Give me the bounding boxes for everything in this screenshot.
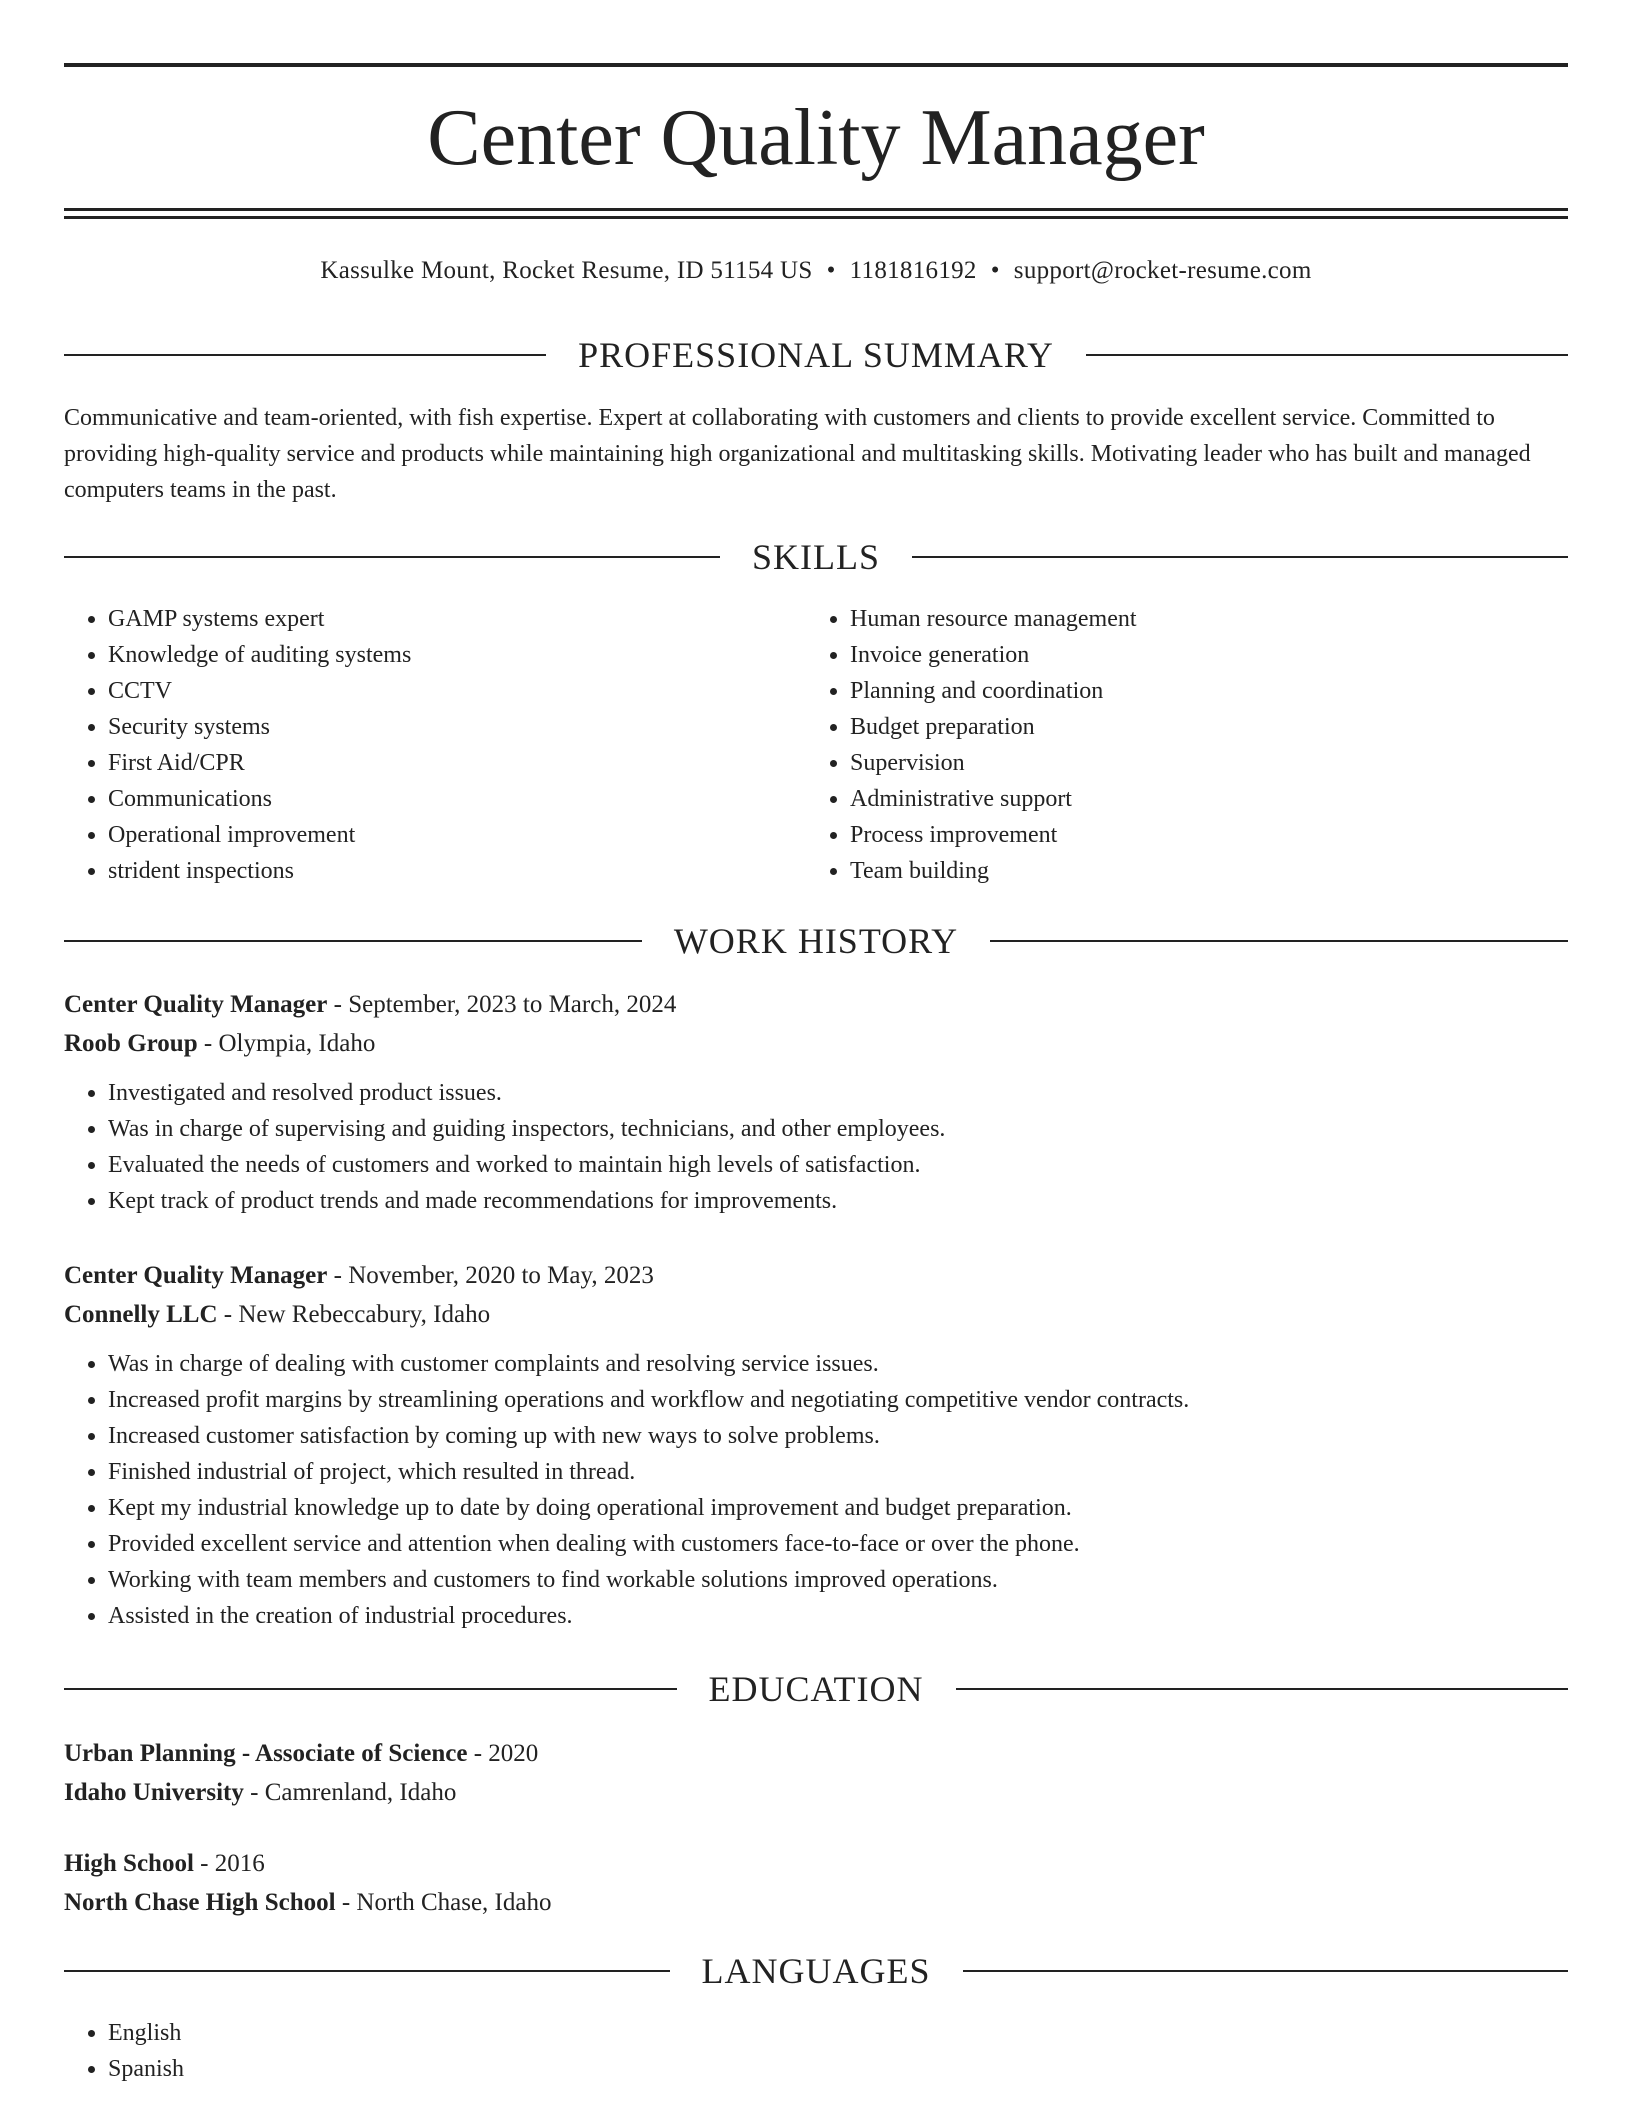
skill-item: • strident inspections	[108, 853, 806, 889]
job-bullet: • Was in charge of supervising and guiding inspectors, technicians, and other employees.	[108, 1111, 1568, 1147]
job-title: Center Quality Manager	[64, 991, 328, 1018]
contact-phone: 1181816192	[849, 257, 977, 284]
divider	[963, 1970, 1569, 1972]
divider	[990, 940, 1568, 942]
job-title-line: Center Quality Manager - November, 2020 to May, 2023	[64, 1262, 654, 1289]
section-heading-skills	[64, 535, 1568, 579]
job-bullet: • Kept track of product trends and made recommendations for improvements.	[108, 1183, 1568, 1219]
degree-line: Urban Planning - Associate of Science - 2020	[64, 1740, 539, 1767]
divider	[64, 940, 642, 942]
job-dates: September, 2023 to March, 2024	[348, 991, 677, 1018]
skill-item: • Knowledge of auditing systems	[108, 637, 806, 673]
separator-dot: •	[826, 257, 836, 284]
school: Idaho University	[64, 1779, 244, 1806]
degree-year: 2020	[488, 1740, 539, 1767]
job-company: Roob Group	[64, 1030, 198, 1057]
job-bullet: • Investigated and resolved product issues.	[108, 1075, 1568, 1111]
skill-item: • Operational improvement	[108, 817, 806, 853]
skill-item: • GAMP systems expert	[108, 601, 806, 637]
divider	[956, 1688, 1569, 1690]
skill-item: • Team building	[850, 853, 1568, 889]
skill-item: • Planning and coordination	[850, 673, 1568, 709]
section-title: WORK HISTORY	[673, 921, 959, 961]
contact-address: Kassulke Mount, Rocket Resume, ID 51154 US	[320, 257, 813, 284]
school-line: North Chase High School - North Chase, Idaho	[64, 1889, 552, 1916]
work-entry	[64, 985, 1568, 1219]
skill-item: • Supervision	[850, 745, 1568, 781]
skill-item: • Budget preparation	[850, 709, 1568, 745]
skills-column-right	[806, 601, 1568, 889]
skill-item: • Process improvement	[850, 817, 1568, 853]
section-heading-work	[64, 919, 1568, 963]
job-bullet: • Was in charge of dealing with customer complaints and resolving service issues.	[108, 1346, 1568, 1382]
job-bullet: • Increased profit margins by streamlining operations and workflow and negotiating competitive vendor contracts.	[108, 1382, 1568, 1418]
degree-year: 2016	[214, 1850, 265, 1877]
language-item: • Spanish	[108, 2051, 1568, 2087]
school-line: Idaho University - Camrenland, Idaho	[64, 1779, 457, 1806]
job-bullet: • Kept my industrial knowledge up to date by doing operational improvement and budget preparation.	[108, 1490, 1568, 1526]
title-rule-upper	[64, 208, 1568, 211]
skill-item: • Administrative support	[850, 781, 1568, 817]
section-title: EDUCATION	[708, 1669, 924, 1709]
summary-text: Communicative and team-oriented, with fish expertise. Expert at collaborating with customers and clients to provide excellent service. Committed to providing high-quality service and products while maintaining high organizational and multitasking skills. Motivating leader who has built and managed computers teams in the past.	[64, 405, 1531, 503]
skills-list	[64, 601, 1568, 889]
job-company-line: Connelly LLC - New Rebeccabury, Idaho	[64, 1301, 491, 1328]
work-entry	[64, 1256, 1568, 1634]
degree: Urban Planning - Associate of Science	[64, 1740, 468, 1767]
section-heading-summary	[64, 333, 1568, 377]
separator-dot: •	[990, 257, 1000, 284]
job-bullet: • Finished industrial of project, which resulted in thread.	[108, 1454, 1568, 1490]
skill-item: • First Aid/CPR	[108, 745, 806, 781]
contact-line	[0, 254, 1632, 288]
degree-line: High School - 2016	[64, 1850, 265, 1877]
job-bullet: • Increased customer satisfaction by coming up with new ways to solve problems.	[108, 1418, 1568, 1454]
degree: High School	[64, 1850, 194, 1877]
job-bullet: • Assisted in the creation of industrial procedures.	[108, 1598, 1568, 1634]
divider	[1086, 354, 1568, 356]
school-location: Camrenland, Idaho	[264, 1779, 457, 1806]
skill-item: • Security systems	[108, 709, 806, 745]
school: North Chase High School	[64, 1889, 336, 1916]
job-company-line: Roob Group - Olympia, Idaho	[64, 1030, 376, 1057]
skill-item: • Human resource management	[850, 601, 1568, 637]
summary-block	[64, 400, 1568, 508]
page-title: Center Quality Manager	[427, 94, 1205, 182]
education-entry	[64, 1734, 1568, 1812]
job-bullet: • Evaluated the needs of customers and worked to maintain high levels of satisfaction.	[108, 1147, 1568, 1183]
section-title: PROFESSIONAL SUMMARY	[578, 335, 1054, 375]
divider	[64, 354, 546, 356]
skills-column-left	[64, 601, 806, 889]
section-title: SKILLS	[752, 537, 881, 577]
section-title: LANGUAGES	[701, 1951, 931, 1991]
job-title: Center Quality Manager	[64, 1262, 328, 1289]
school-location: North Chase, Idaho	[356, 1889, 552, 1916]
job-location: Olympia, Idaho	[218, 1030, 376, 1057]
skill-item: • Communications	[108, 781, 806, 817]
skill-item: • CCTV	[108, 673, 806, 709]
section-heading-languages	[64, 1949, 1568, 1993]
education-entry	[64, 1844, 1568, 1922]
contact-email[interactable]: support@rocket-resume.com	[1013, 257, 1312, 284]
job-bullet: • Working with team members and customers to find workable solutions improved operations.	[108, 1562, 1568, 1598]
language-item: • English	[108, 2015, 1568, 2051]
job-dates: November, 2020 to May, 2023	[348, 1262, 654, 1289]
divider	[64, 1688, 677, 1690]
skill-item: • Invoice generation	[850, 637, 1568, 673]
job-location: New Rebeccabury, Idaho	[238, 1301, 491, 1328]
job-company: Connelly LLC	[64, 1301, 218, 1328]
divider	[64, 1970, 670, 1972]
section-heading-education	[64, 1667, 1568, 1711]
top-rule	[64, 63, 1568, 67]
divider	[64, 556, 720, 558]
job-title-line: Center Quality Manager - September, 2023 to March, 2024	[64, 991, 677, 1018]
job-bullet: • Provided excellent service and attention when dealing with customers face-to-face or over the phone.	[108, 1526, 1568, 1562]
divider	[912, 556, 1568, 558]
title-rule-lower	[64, 216, 1568, 219]
languages-list	[64, 2015, 1568, 2087]
